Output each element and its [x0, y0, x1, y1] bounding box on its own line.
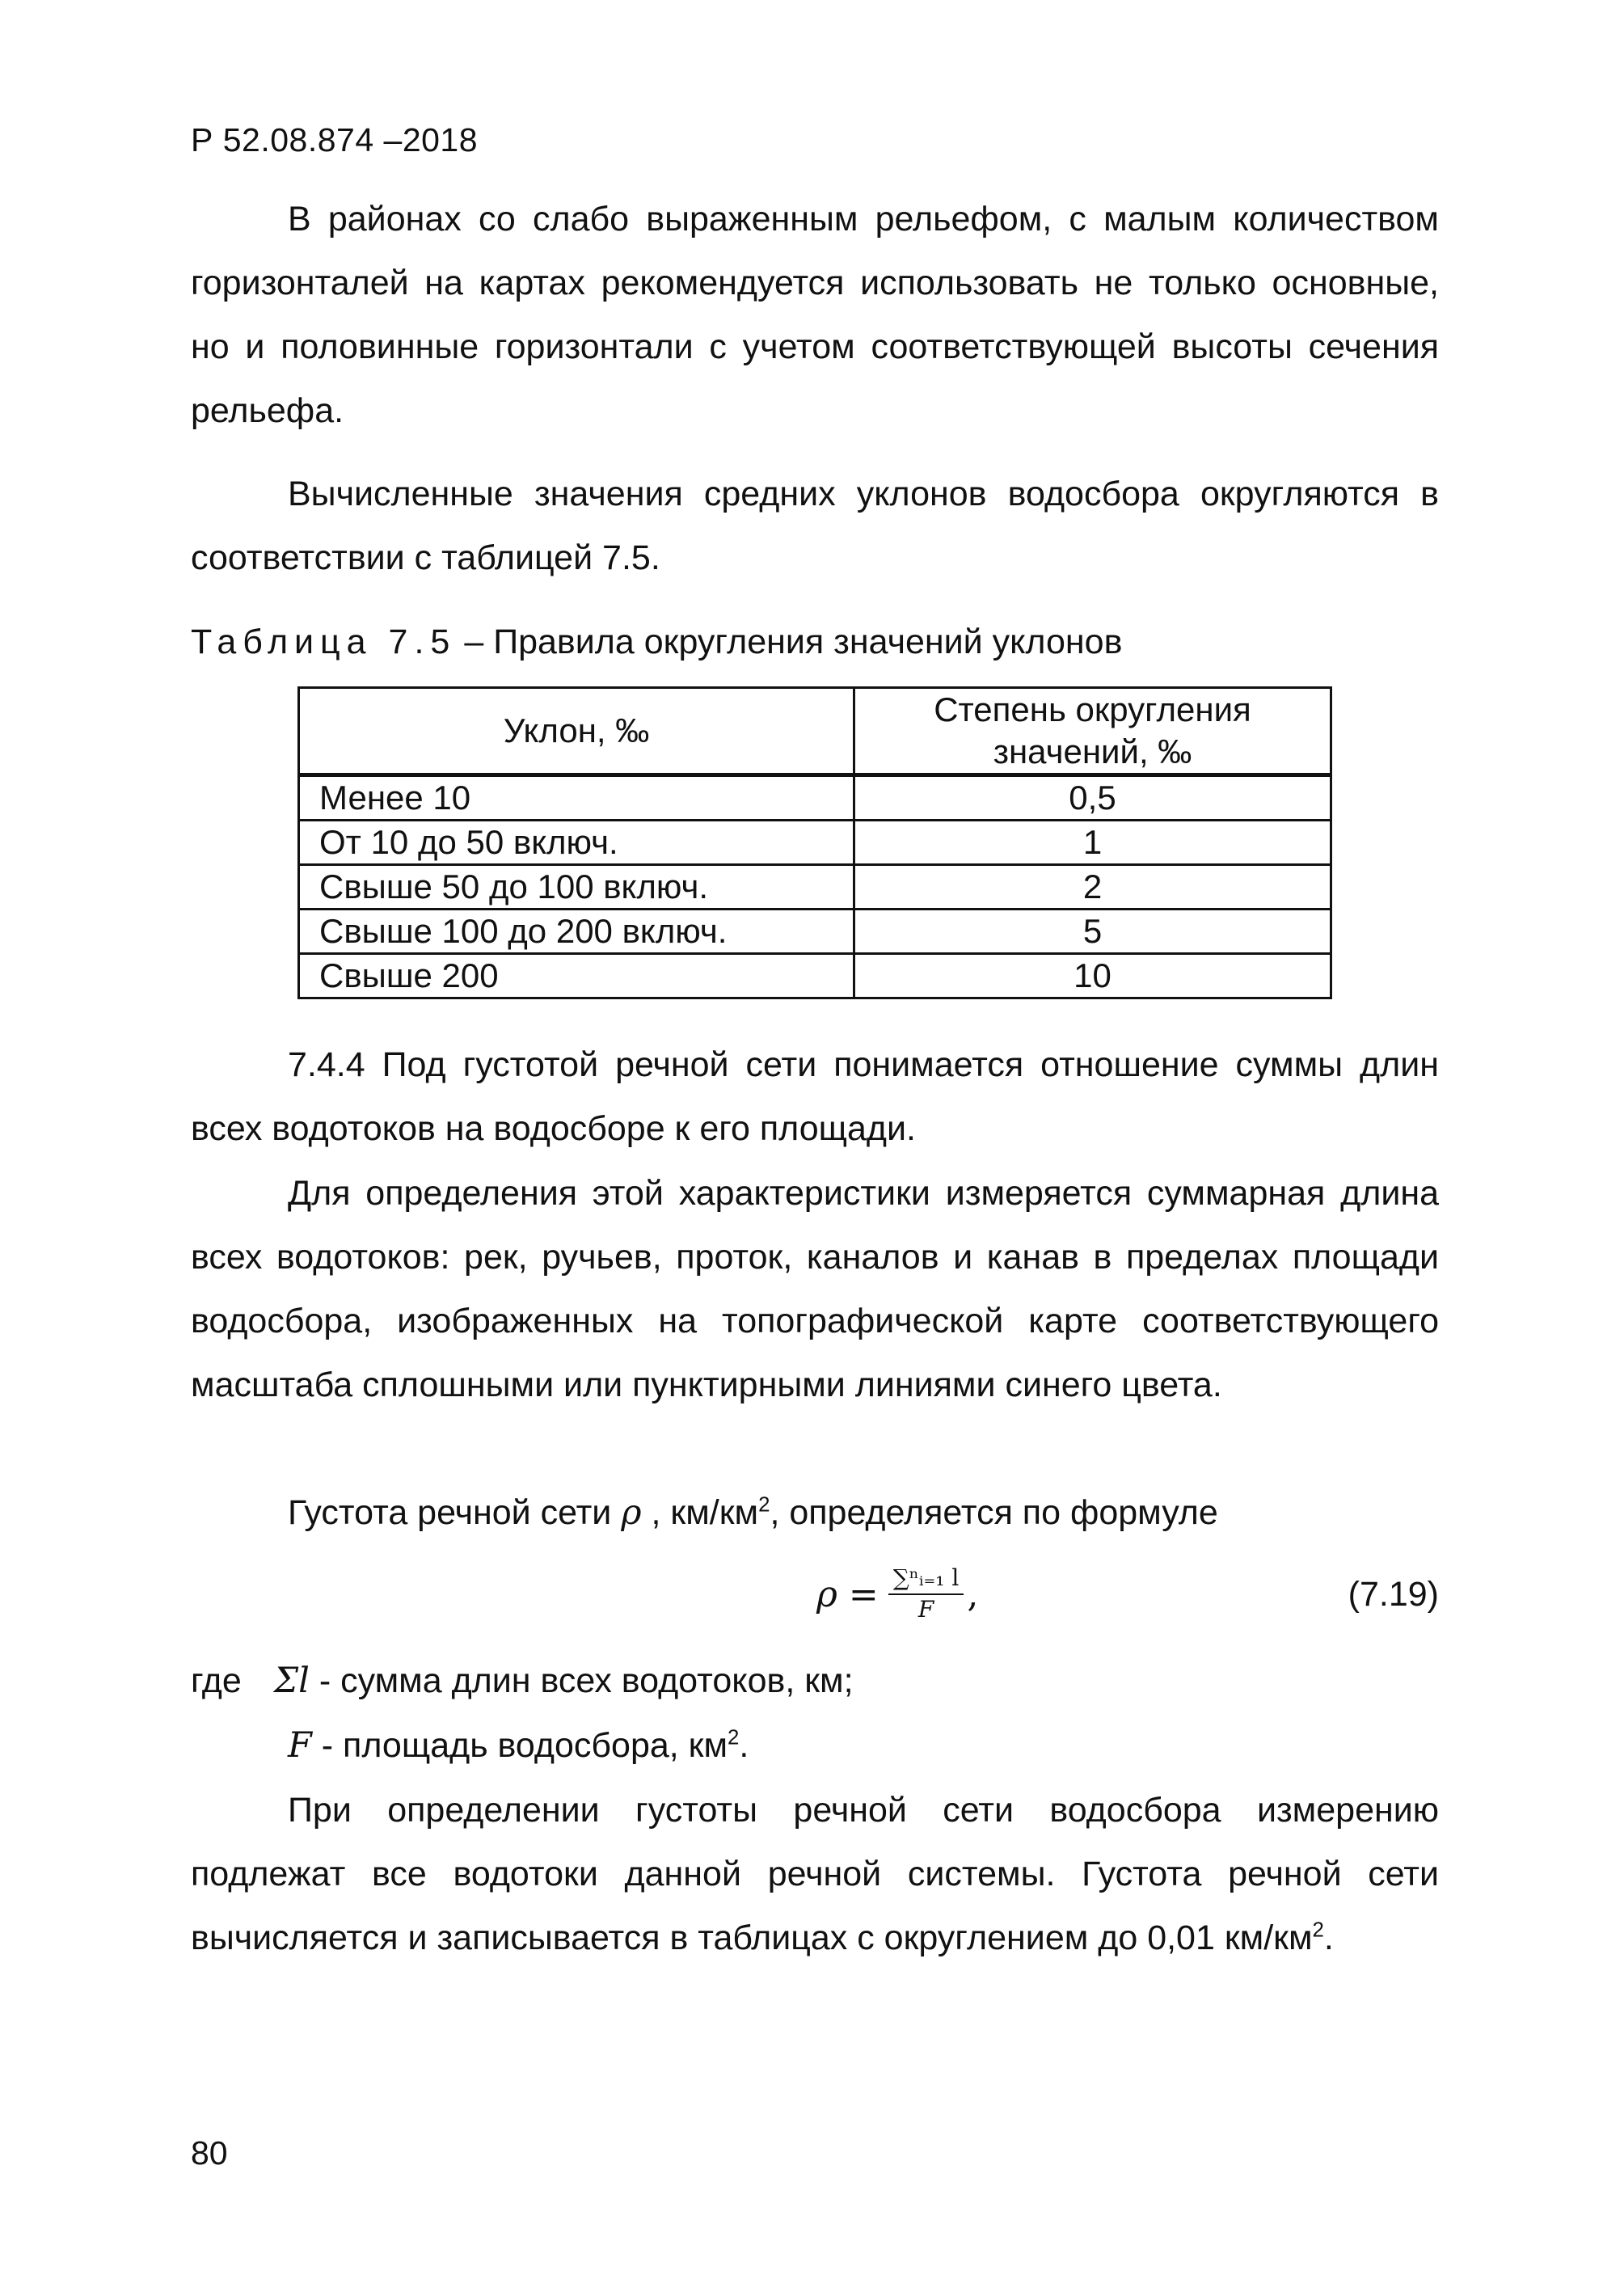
formula-fraction — [888, 1564, 964, 1624]
paragraph-formula-intro: Густота речной сети ρ , $км/км^2$, определяется по формуле — [288, 1492, 1218, 1533]
table-row — [299, 865, 1331, 910]
table-header-slope: Уклон, ‰ — [299, 688, 854, 775]
formula-lhs: ρ = — [816, 1573, 879, 1615]
table-header-row — [299, 688, 1331, 775]
paragraph-precision: При определении густоты речной сети водосбора измерению подлежат все водотоки данной речной системы. Густота речной сети вычисляется и записывается в таблицах с округлением до 0,01 $км/км^2$. — [191, 1791, 1439, 1957]
paragraph-rounding: Вычисленные значения средних уклонов водосбора округляются в соответствии с таблицей 7.5. — [191, 475, 1439, 577]
area-symbol: F — [288, 1725, 312, 1766]
where-word: где — [191, 1661, 242, 1700]
table-cell-slope: Менее 10 — [299, 775, 854, 821]
table-caption — [191, 623, 1122, 662]
table-row — [299, 954, 1331, 998]
paragraph-density-definition: 7.4.4 Под густотой речной сети понимается отношение суммы длин всех водотоков на водосборе к его площади. — [191, 1045, 1439, 1148]
formula-trailing: , — [967, 1573, 979, 1615]
formula-7-19 — [816, 1564, 978, 1624]
table-cell-slope: Свыше 200 — [299, 954, 854, 998]
table-row — [299, 910, 1331, 954]
page-number: 80 — [191, 2134, 228, 2172]
sum-symbol: Σl — [273, 1661, 310, 1701]
table-cell-rounding: 10 — [854, 954, 1331, 998]
table-cell-slope: От 10 до 50 включ. — [299, 821, 854, 865]
table-cell-rounding: 0,5 — [854, 775, 1331, 821]
paragraph-measurement: Для определения этой характеристики измеряется суммарная длина всех водотоков: рек, ручьев, проток, каналов и канав в пределах площади водосбора, изображенных на топографической карте соответствующего масштаба сплошными или пунктирными линиями синего цвета. — [191, 1174, 1439, 1404]
table-row — [299, 821, 1331, 865]
formula-numerator: ∑ⁿᵢ₌₁ l — [888, 1564, 964, 1595]
table-caption-label: Таблица 7.5 — [191, 623, 457, 661]
definition-area: F - площадь водосбора, $км^2$. — [288, 1725, 749, 1766]
table-cell-rounding: 5 — [854, 910, 1331, 954]
table-cell-slope: Свыше 100 до 200 включ. — [299, 910, 854, 954]
table-cell-slope: Свыше 50 до 100 включ. — [299, 865, 854, 910]
table-caption-title: – Правила округления значений уклонов — [464, 623, 1123, 661]
equation-number: (7.19) — [1348, 1575, 1439, 1614]
table-header-rounding: Степень округления значений, ‰ — [854, 688, 1331, 775]
table-cell-rounding: 1 — [854, 821, 1331, 865]
formula-denominator: F — [917, 1596, 934, 1623]
table-row — [299, 775, 1331, 821]
table-cell-rounding: 2 — [854, 865, 1331, 910]
rho-symbol: ρ — [621, 1492, 642, 1533]
definition-sum: где Σl - сумма длин всех водотоков, км; — [191, 1661, 854, 1701]
standard-header: Р 52.08.874 –2018 — [191, 121, 479, 158]
slope-rounding-table — [297, 686, 1332, 999]
paragraph-relief: В районах со слабо выраженным рельефом, с малым количеством горизонталей на картах рекомендуется использовать не только основные, но и половинные горизонтали с учетом соответствующей высоты сечения рельефа. — [191, 200, 1439, 430]
